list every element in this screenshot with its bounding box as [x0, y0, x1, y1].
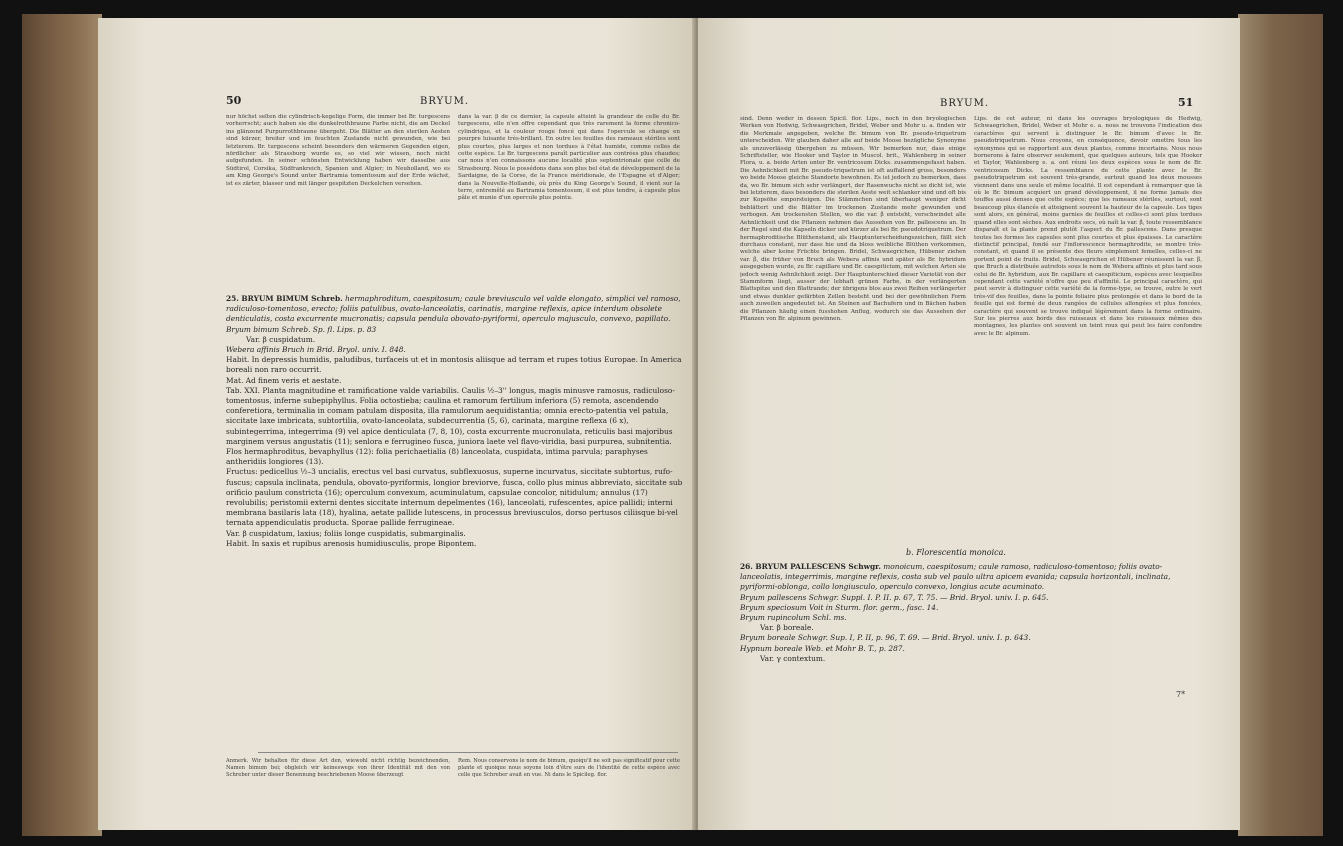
book-cover-right [1238, 14, 1323, 836]
right-page-number: 51 [1178, 96, 1194, 109]
species-25-fruit: Fructus: pedicellus ½–3 uncialis, erectus vel basi curvatus, subflexuosus, superne incurvatus, siccitate subtortus, rufo-fuscus; capsula inclinata, pendula, obovato-pyriformis, longior breviorve, fusca, collo plus minus abbreviato, siccitate sub orificio paulum constricta (16); operculum convexum, acuminulatum, capsulae concolor, nitidulum; annulus (17) revolubilis; peristomii externi dentes siccitate internum depelmentes (16), lanceolati, rufescentes, apice pallidi; interni membrana basilaris lata (18), hyalina, aetate pallide lutescens, in processus breviusculos, dorso pertusos ciliisque bi-vel ternata appendiculatis producta. Sporae pallide ferrugineae. [226, 467, 683, 528]
footnote-french: Rem. Nous conservons le nom de bimum, quoiqu'il ne soit pas significatif pour cette plante et quoique nous soyons loin d'être surs de l'identité de cette espèce avec celle que Schreber avait en vue. Ni dans le Spicileg. flor. [458, 758, 680, 778]
species-25-habitat: Habit. In depressis humidis, paludibus, turfaceis ut et in montosis aliisque ad terram et rupes totius Europae. In America boreali non raro occurrit. [226, 355, 682, 375]
species-entry-26 [740, 562, 1202, 712]
species-25-variety: Var. β cuspidatum. [246, 334, 316, 344]
species-26-synonym-3: Bryum rupincolum Schl. ms. [740, 613, 847, 623]
species-26-synonym-4: Bryum boreale Schwgr. Sup. I, P. II, p. 96, T. 69. — Brid. Bryol. univ. I. p. 643. [740, 633, 1031, 643]
species-25-maturity: Mat. Ad finem veris et aestate. [226, 375, 342, 385]
footnote-rule [258, 752, 678, 753]
species-25-flower: Flos hermaphroditus, bevaphyllus (12): folia perichaetialia (8) lanceolata, cuspidata, intima parvula; paraphyses antheridiis longiores (13). [226, 447, 648, 467]
left-page [98, 18, 696, 830]
right-col1-german-remark: sind. Denn weder in dessen Spicil. flor. Lips., noch in den bryologischen Werken von Hedwig, Schwaegrichen, Bridel, Weber und Mohr u. a. finden wir die Merkmale angegeben, welche Br. bimum von Br. pseudo-triquetrum unterscheiden. Wir glauben daher alle auf beide Moose bezügliche Synonyme als unzuverlässig übergehen zu müssen. Wir bemerken nur, dass einige Schriftsteller, wie Hooker und Taylor in Muscol. brit., Wahlenberg in seiner Flora, u. a. beide Arten unter Br. ventricosum Dicks. zusammengefasst haben. Die Aehnlichkeit mit Br. pseudo-triquetrum ist oft auffallend gross, besonders wo beide Moose gleiche Standorte bewohnen. Es ist jedoch zu bemerken, dass da, wo Br. bimum sich sehr verlängert, der Rasenwuchs nicht so dicht ist, wie bei letzterem, dass besonders die sterilen Aeste weit schlanker sind und oft bis zur Kopsöhe emporsteigen. Die Stämmchen sind überhaupt weniger dicht beblättert und die Blätter im trockenen Zustande mehr gewunden und verbogen. Am trockensten Stellen, wo die var. β entsteht, verschwindet alle Aehnlichkeit und die Pflanzen nehmen das Aussehen von Br. pallescens an. In der Regel sind die Kapseln dicker und kürzer als bei Br. pseudotriquetrum. Der hermaphroditische Blüthenstand, als Hauptunterscheidungszeichen, fällt sich durchaus constant, nur dass hie und da bloss weibliche Blüthen vorkommen, welche aber keine Früchte bringen. Bridel, Schwaegrichen, Hübener ziehen var. β, die früher von Bruch als Webera affinis und später als Br. hybridum ausgegeben wurde, zu Br. capillare und Br. caespiticium, mit welchen Arten sie jedoch wenig Aehnlichkeit zeigt. Der Hauptunterschied dieser Varietät von der Stammform liegt, ausser der lebhaft grünen Farbe, in der verlängerten Blattspitze und den Blattrande; der übrigens blos aus zwei Reihen verlängerter und etwas dunkler gefärbten Zellen besteht und bei der gewöhnlichen Form auch zuweilen angedeutet ist. An Steinen auf Bachufern und in Bächen haben die Pflanzen häufig einen fusshohen Anflug, wodurch sie das Aussehen der Pflanzen von Br. alpinum gewinnen. [740, 116, 966, 322]
species-26-diagnosis: monoicum, caespitosum; caule ramoso, radiculoso-tomentoso; foliis ovato-lanceolatis, integerrimis, margine reflexis, costa sub vel paulo ultra apicem evanida; capsula horizontali, inclinata, pyriformi-oblonga, collo longiusculo, operculo convexo, longius acute acuminato. [740, 562, 1171, 592]
species-26-synonym-5: Hypnum boreale Web. et Mohr B. T., p. 287. [740, 643, 905, 653]
species-25-diagnosis: hermaphroditum, caespitosum; caule breviusculo vel valde elongato, simplici vel ramoso, radiculoso-tomentoso, erecto; foliis patulibus, ovato-lanceolatis, carinatis, margine reflexis, apice interdum obsolete denticulatis, costa excurrente mucronatis; capsula pendula obovato-pyriformi, operculo majusculo, convexo, papillato. [226, 294, 681, 324]
book-cover-left [22, 14, 102, 836]
section-heading: b. Florescentia monoica. [906, 548, 1006, 557]
right-running-head: BRYUM. [940, 98, 990, 109]
signature-mark: 7* [1176, 690, 1186, 699]
species-26-variety-2: Var. γ contextum. [760, 653, 826, 663]
species-25-synonym-1: Bryum bimum Schreb. Sp. fl. Lips. p. 83 [226, 324, 377, 334]
species-26-heading: 26. BRYUM PALLESCENS Schwgr. [740, 562, 881, 571]
species-26-synonym-1: Bryum pallescens Schwgr. Suppl. I. P. II. p. 67, T. 75. — Brid. Bryol. univ. I. p. 645. [740, 592, 1049, 602]
left-col2-french-remark: dans la var. β de ce dernier, la capsule atteint la grandeur de celle du Br. turgescens, elle n'en offre cependant que très rarement la forme chronico-cylindrique, et la couleur rouge foncé qui dans l'opercule se change en pourpre luisante très-brillant. En outre les feuilles des rameaux stériles sont plus courtes, plus larges et non tordues à l'état humide, comme celles de cette espèce. Le Br. turgescens paraît particulier aux contrées plus chaudes; car nous n'en connaissons aucune localité plus septentrionale que celle de Strasbourg. Nous le possédons dans son plus bel état de développement de la Sardaigne, de la Corse, de la France méridionale, de l'Espagne et d'Alger; dans la Nouvelle-Hollande, où près du King George's Sound, il vient sur la terre, entremêlé au Bartramia tomentosum, il est plus tendre, à capsule plus pâle et munie d'un opercule plus pointu. [458, 114, 680, 202]
species-26-variety: Var. β boreale. [760, 623, 814, 633]
species-25-variety-2: Var. β cuspidatum, laxius; foliis longe cuspidatis, submarginalis. [226, 528, 466, 538]
left-page-number: 50 [226, 94, 242, 107]
right-col2-french-remark: Lips. de cet auteur, ni dans les ouvrages bryologiques de Hedwig, Schwaegrichen, Bridel, Weber et Mohr e. a. nous ne trouvons l'indication des caractères qui servent à distinguer le Br. bimum d'avec le Br. pseudotriquetrum. Nous croyons, en conséquence, devoir omettre tous les synonymes qui se rapportent aux deux plantes, comme incertains. Nous nous bornerons à faire observer seulement, que quelques auteurs, tels que Hooker et Taylor, Wahlenberg e. a. ont réuni les deux espèces sous le nom de Br. ventricosum Dicks. La ressemblance de cette plante avec le Br. pseudotriquetrum est souvent très-grande, surtout quand les deux mousses viennent dans une seule et même localité. Il est cependant à remarquer que là où le Br. bimum acquiert un grand développement, il ne forme jamais des touffes aussi denses que cette espèce; que les rameaux stériles, surtout, sont beaucoup plus élancés et atteignent souvent la hauteur de la capsule. Les tiges sont alors, en général, moins garnies de feuilles et celles-ci sont plus tordues quand elles sont sèches. Aux endroits secs, où naît la var. β, toute ressemblance disparaît et la plante prend plutôt l'aspect du Br. pallescens. Dans presque toutes les formes les capsules sont plus courtes et plus épaisses. Le caractère distinctif principal, fondé sur l'inflorescence hermaphrodite, se montre très-constant, et quand il se présente des fleurs simplement femelles, celles-ci ne portent point de fruits. Bridel, Schwaegrichen et Hübener réunissent la var. β, que Bruch a distribuée autrefois sous le nom de Webera affinis et plus tard sous celui de Br. hybridum, aux Br. capillare et caespiticium, espèces avec lesquelles cependant cette variété n'offre que peu d'affinité. Le principal caractère, qui peut servir à distinguer cette variété de la forme-type, se trouve, outre le vert très-vif des feuilles, dans la pointe foliaire plus prolongée et dans le bord de la feuille qui est formé de deux rangées de cellules allongées et plus foncées, caractère qui souvent se trouve indiqué légèrement dans la forme ordinaire. Sur les pierres aux bords des ruisseaux et dans les ruisseaux mêmes des montagnes, les plantes ont souvent un teint roux qui peut les faire confondre avec le Br. alpinum. [974, 116, 1202, 337]
species-25-heading: 25. BRYUM BIMUM Schreb. [226, 294, 343, 303]
left-col1-german-remark: nur höchst selten die cylindrisch-kegelige Form, die immer bei Br. turgescens vorherrscht; auch haben sie die dunkelrothbraune Farbe nicht, die am Deckel ins glänzend Purpurrothbraune übergeht. Die Blätter an den sterilen Aesten sind kürzer, breiter und im feuchten Zustande nicht gewunden, wie bei letzterem. Br. turgescens scheint besonders den wärmeren Gegenden eigen, nördlicher als Strassburg wurde es, so viel wir wissen, noch nicht aufgefunden. In seiner schönsten Entwicklung haben wir dasselbe aus Südtirol, Corsika, Südfrankreich, Spanien und Algier; in Neuholland, wo es am King George's Sound unter Bartramia tomentosum auf der Erde wächst, ist es zärter, blasser und mit länger gespitzten Deckelchen versehen. [226, 114, 450, 187]
species-25-synonym-2: Webera affinis Bruch in Brid. Bryol. univ. I. 848. [226, 345, 406, 355]
species-25-habitat-2: Habit. In saxis et rupibus arenosis humidiusculis, prope Bipontem. [226, 538, 477, 548]
left-running-head: BRYUM. [420, 96, 470, 107]
species-entry-25 [226, 294, 684, 744]
footnote-german: Anmerk. Wir behalten für diese Art den, wiewohl nicht richtig bezeichnenden, Namen bimum bei; obgleich wir keineswegs von ihrer Identität mit den von Schreber unter dieser Benennung beschriebenen Moose überzeugt [226, 758, 450, 778]
species-26-synonym-2: Bryum speciosum Voit in Sturm. flor. germ., fasc. 14. [740, 602, 939, 612]
right-page [698, 18, 1240, 830]
species-25-plate-description: Tab. XXI. Planta magnitudine et ramificatione valde variabilis. Caulis ½–3'' longus, magis minusve ramosus, radiculoso-tomentosus, inferne subepiphyllus. Folia octostieba; caulina et ramorum fertilium inferiora (5) remota, ascendendo conferetiora, terminalia in comam patulam disposita, illa ramulorum aequidistantia; omnia erecto-patentia vel patula, siccitate laxe imbricata, subtortilia, ovato-lanceolata, subdecurrentia (5, 6), carinata, margine reflexa (6 x), subintegerrima, integerrima (9) vel apice denticulata (7, 8, 10), costa excurrente mucronulata, reticulis basi majoribus marginem versus angustatis (11); senlora e ferrugineo fusca, juniora laete vel flavo-viridia, basi purpurea, subnitentia. [226, 385, 675, 446]
